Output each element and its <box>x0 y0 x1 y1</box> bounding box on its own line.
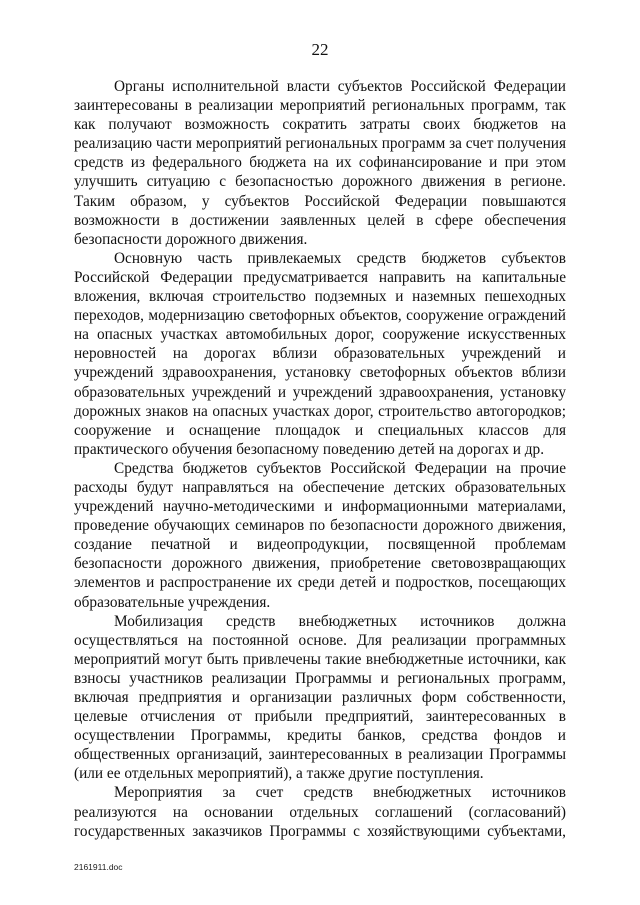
text-line: вложения, включая строительство подземных и наземных пешеходных <box>74 288 566 306</box>
text-line: образовательных учреждений и учреждений здравоохранения, установку <box>74 383 566 401</box>
footer-file-name: 2161911.doc <box>74 862 123 872</box>
text-line: проведение обучающих семинаров по безопасности дорожного движения, <box>74 517 566 535</box>
text-line: элементов и распространение их среди детей и подростков, посещающих <box>74 574 566 592</box>
text-line: целевые отчисления от прибыли предприятий, заинтересованных в <box>74 708 566 726</box>
text-line: образовательные учреждения. <box>74 593 271 611</box>
text-line: реализуются на основании отдельных соглашений (согласований) <box>74 803 566 821</box>
text-line: заинтересованы в реализации мероприятий региональных программ, так <box>74 97 566 115</box>
text-line: государственных заказчиков Программы с хозяйствующими субъектами, <box>74 822 566 840</box>
text-line: расходы будут направляться на обеспечение детских образовательных <box>74 478 566 496</box>
text-line: сооружение и оснащение площадок и специальных классов для <box>74 421 566 439</box>
text-line: Мероприятия за счет средств внебюджетных источников <box>114 784 566 802</box>
page-number: 22 <box>311 40 329 59</box>
text-line: возможности в достижении заявленных целей в сфере обеспечения <box>74 211 566 229</box>
text-line: безопасности дорожного движения, приобретение световозвращающих <box>74 555 566 573</box>
text-line: включая предприятия и организации различных форм собственности, <box>74 689 566 706</box>
text-line: Основную часть привлекаемых средств бюджетов субъектов <box>114 249 566 267</box>
text-line: общественных организаций, заинтересованных в реализации Программы <box>74 746 566 764</box>
text-line: Таким образом, у субъектов Российской Федерации повышаются <box>74 192 566 210</box>
text-line: взносы участников реализации Программы и региональных программ, <box>74 669 566 687</box>
text-line: реализацию части мероприятий региональных программ за счет получения <box>74 135 566 153</box>
text-line: дорожных знаков на опасных участках дорог, строительство автогородков; <box>74 402 566 420</box>
text-line: (или ее отдельных мероприятий), а также другие поступления. <box>74 765 484 783</box>
text-line: Российской Федерации предусматривается направить на капитальные <box>74 268 566 286</box>
text-line: создание печатной и видеопродукции, посвященной проблемам <box>74 536 566 554</box>
text-line: Органы исполнительной власти субъектов Российской Федерации <box>114 78 566 95</box>
text-line: практического обучения безопасному поведению детей на дорогах и др. <box>74 440 545 458</box>
text-line: как получают возможность сократить затраты своих бюджетов на <box>74 116 566 134</box>
text-line: Средства бюджетов субъектов Российской Федерации на прочие <box>114 459 566 477</box>
text-line: осуществлении Программы, кредиты банков, средства фондов и <box>74 727 566 745</box>
text-line: на опасных участках автомобильных дорог, сооружение искусственных <box>74 326 566 344</box>
text-line: Мобилизация средств внебюджетных источников должна <box>114 612 566 630</box>
text-line: средств из федерального бюджета на их софинансирование и при этом <box>74 154 566 172</box>
text-line: осуществляться на постоянной основе. Для реализации программных <box>74 631 566 649</box>
text-line: учреждений научно-методическими и информационными материалами, <box>74 498 566 516</box>
text-line: учреждений здравоохранения, установку светофорных объектов вблизи <box>74 364 566 382</box>
text-line: мероприятий могут быть привлечены такие внебюджетные источники, как <box>74 650 566 668</box>
text-line: неровностей на дорогах вблизи образовательных учреждений и <box>74 345 566 363</box>
text-line: переходов, модернизацию светофорных объектов, сооружение ограждений <box>74 307 566 325</box>
text-line: улучшить ситуацию с безопасностью дорожного движения в регионе. <box>74 173 566 191</box>
text-line: безопасности дорожного движения. <box>74 230 308 248</box>
document-body <box>74 77 566 841</box>
